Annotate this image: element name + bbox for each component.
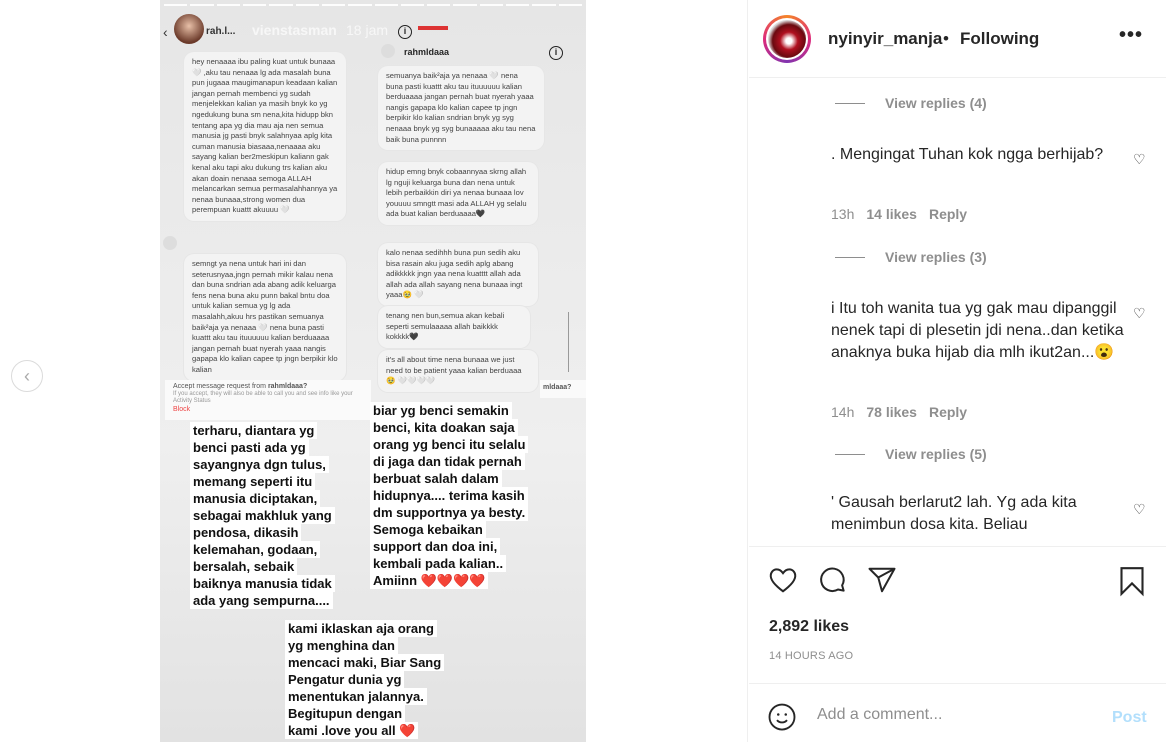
reply-button[interactable]: Reply	[928, 206, 968, 222]
separator-dot: •	[943, 29, 949, 48]
previous-post-button[interactable]	[11, 360, 43, 392]
comment-meta: 14h 78 likes Reply	[831, 404, 968, 420]
story-chat-user: rah.l...	[206, 26, 236, 37]
action-bar	[749, 546, 1166, 683]
view-replies-button[interactable]: View replies (3)	[835, 249, 987, 265]
accept-request-panel: Accept message request from rahmldaaa? If you accept, they will also be able to call you and see info like your Activity Status Block	[165, 380, 371, 420]
chat-bubble: it's all about time nena bunaaa we just need to be patient yaaa kalian berduaaa🥹 🤍🤍🤍🤍	[378, 350, 538, 392]
add-comment-bar	[749, 683, 1166, 742]
overlay-text-left: terharu, diantara yg benci pasti ada yg sayangnya dgn tulus, memang seperti itu manusia diciptakan, sebagai makhluk yang pendosa, dikasih kelemahan, godaan, bersalah, sebaik baiknya manusia tidak ada yang sempurna....	[190, 422, 335, 609]
chat-bubble: semngt ya nena untuk hari ini dan seterusnyaa,jngn pernah mikir kalau nena dan buna sndrian ada abang adik keluarga fens nena buna aku punn bakal bntu doa untuk kalian semua yg lg ada masalahh,akuu hrs pastikan semuanya baik²aja ya nenaaa 🤍 nena buna pasti kuattt aku tau ituuuuuu kalian berduaaaa jangan pernah buat nyerah yaaa nangis gapapa klo kalian capee tp jngn berpikir klo kalian	[184, 254, 346, 381]
story-avatar	[174, 14, 204, 44]
avatar-placeholder	[163, 236, 177, 250]
comment-icon[interactable]	[817, 565, 849, 595]
chat-bubble: kalo nenaa sedihhh buna pun sedih aku bisa rasain aku juga sedih aplg abang adikkkkk jngn yaa nena kuatttt allah ada allah ada allah sayang nena bunaaa ingt yaaa🥹 🤍	[378, 243, 538, 306]
overlay-text-bottom: kami iklaskan aja orang yg menghina dan mencaci maki, Biar Sang Pengatur dunia yg menentukan jalannya. Begitupun dengan kami .love you all ❤️	[285, 620, 444, 739]
post-side-panel	[749, 0, 1166, 742]
comment-text: . Mengingat Tuhan kok ngga berhijab?	[831, 146, 1104, 163]
view-replies-button[interactable]: View replies (5)	[835, 446, 987, 462]
reply-button[interactable]: Reply	[928, 404, 968, 420]
post-image	[160, 0, 586, 742]
view-replies-button[interactable]: View replies (4)	[835, 95, 987, 111]
following-button[interactable]: Following	[960, 29, 1040, 48]
likes-count[interactable]: 2,892 likes	[769, 618, 850, 635]
comment-clip	[749, 490, 1166, 545]
chat-bubble: hey nenaaaa ibu paling kuat untuk bunaaa 🤍 ,aku tau nenaaa lg ada masalah buna pun jugaaa maugimanapun keadaan kalian jangan pernah membenci yg sudah menjelekkan kalian ya masih bnyk ko yg ngedukung buna sm nena,kita hidupp bkn tentang apa yg dia mau aja nen semua manusia jg pasti bnyk salahnyaa aplg kita cuman manusia biasaaa,nenaaaa aku sayang kalian ber2meskipun kaliann gak kenal aku tapi aku dukung trs kalian aku akan doain nenaaa semoga ALLAH melancarkan semua permasalahhannya ya nenaa bunaaa,strong women dua perempuan kuattt akuuuu 🤍	[184, 52, 346, 221]
chat-bubble: tenang nen bun,semua akan kebali seperti semulaaaaa allah baikkkk kokkkk🖤	[378, 306, 530, 348]
red-bar	[418, 26, 448, 30]
chevron-left-icon: ‹	[24, 365, 30, 386]
heart-icon[interactable]	[767, 565, 799, 595]
back-arrow-icon: ‹	[163, 24, 168, 40]
more-options-icon[interactable]: •••	[1119, 24, 1144, 46]
info-icon: i	[549, 46, 563, 60]
chat-scrollbar	[568, 312, 569, 372]
comment-like-icon[interactable]: ♡	[1133, 501, 1146, 517]
comment-meta: 13h 14 likes Reply	[831, 206, 968, 222]
divider	[747, 0, 748, 742]
chat-bubble: hidup emng bnyk cobaannyaa skrng allah lg nguji keluarga buna dan nena untuk lebih perbaikkin diri ya nenaa bunaaa lov youuuu smngtt masi ada ALLAH yg selalu ada buat kalian berduaaaa🖤	[378, 162, 538, 225]
chat-username: rahmldaaa	[404, 47, 450, 57]
comment-likes[interactable]: 78 likes	[866, 404, 917, 420]
avatar[interactable]	[763, 15, 811, 63]
comment-text: i Itu toh wanita tua yg gak mau dipanggil nenek tapi di plesetin jdi nena..dan ketika anaknya buka hijab dia mlh ikut2an...😮	[831, 300, 1124, 361]
username-link[interactable]: nyinyir_manja	[828, 29, 943, 48]
chat-avatar-placeholder	[381, 44, 395, 58]
emoji-icon[interactable]	[767, 702, 797, 732]
accept-request-panel-right: mldaaa?	[540, 380, 586, 398]
comment-like-icon[interactable]: ♡	[1133, 305, 1146, 321]
post-header	[749, 0, 1166, 78]
post-timestamp: 14 HOURS AGO	[769, 650, 854, 662]
story-progress-bars	[164, 4, 582, 6]
comment-text: ' Gausah berlarut2 lah. Yg ada kita menimbun dosa kita. Beliau	[831, 494, 1077, 533]
comment-like-icon[interactable]: ♡	[1133, 151, 1146, 167]
comment-likes[interactable]: 14 likes	[866, 206, 917, 222]
chat-bubble: semuanya baik²aja ya nenaaa 🤍 nena buna pasti kuattt aku tau ituuuuuu kalian berduaaaa jangan pernah buat nyerah yaaa nangis gapapa klo kalian capee tp jngn berpikir klo kalian sndrian bnyk yg syg nenaaa bnyk yg syg bunaaaaa aku tau nena baik buna punnnn	[378, 66, 544, 150]
bookmark-icon[interactable]	[1118, 565, 1146, 597]
overlay-text-right: biar yg benci semakin benci, kita doakan saja orang yg benci itu selalu di jaga dan tidak pernah berbuat salah dalam hidupnya.... terima kasih dm supportnya ya besty. Semoga kebaikan support dan doa ini, kembali pada kalian.. Amiinn ❤️❤️❤️❤️	[370, 402, 528, 589]
story-time: 18 jam	[346, 22, 389, 38]
comment-input[interactable]	[817, 706, 1097, 724]
post-button[interactable]: Post	[1112, 709, 1147, 726]
story-username: vienstasman	[252, 22, 337, 38]
info-icon: i	[398, 25, 412, 39]
share-icon[interactable]	[866, 565, 898, 595]
